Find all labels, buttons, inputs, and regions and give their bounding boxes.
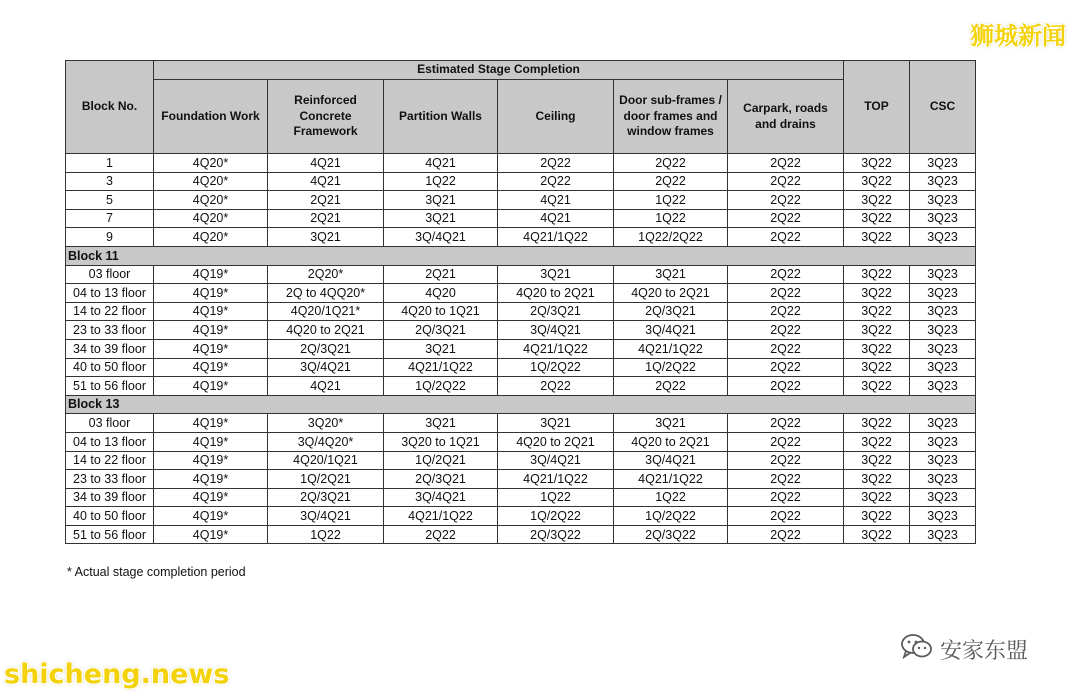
table-cell: 3Q22 — [844, 228, 910, 247]
table-cell: 4Q19* — [154, 432, 268, 451]
table-cell: 4Q20* — [154, 191, 268, 210]
header-top: TOP — [844, 61, 910, 154]
table-cell: 2Q/3Q21 — [268, 488, 384, 507]
table-cell: 4Q20 to 2Q21 — [498, 284, 614, 303]
table-cell: 4Q19* — [154, 265, 268, 284]
table-cell: 3Q22 — [844, 321, 910, 340]
table-cell: 3Q23 — [910, 414, 976, 433]
table-cell: 3Q21 — [384, 191, 498, 210]
table-cell: 3Q22 — [844, 302, 910, 321]
table-cell: 4Q21/1Q22 — [384, 507, 498, 526]
table-cell: 2Q22 — [728, 488, 844, 507]
table-row — [66, 432, 976, 451]
table-cell: 1Q22/2Q22 — [614, 228, 728, 247]
table-cell: 3Q23 — [910, 172, 976, 191]
table-cell: 2Q22 — [728, 377, 844, 396]
table-cell: 4Q21/1Q22 — [498, 228, 614, 247]
table-cell: 4Q19* — [154, 321, 268, 340]
table-cell: 3Q23 — [910, 451, 976, 470]
table-cell: 1Q22 — [614, 488, 728, 507]
header-rc-line3: Framework — [293, 124, 358, 139]
header-estimated-stage-completion: Estimated Stage Completion — [154, 61, 844, 80]
table-cell: 4Q19* — [154, 377, 268, 396]
table-cell: 2Q22 — [728, 302, 844, 321]
table-cell: 3Q21 — [384, 414, 498, 433]
table-cell: 4Q21 — [384, 154, 498, 173]
table-cell: 4Q19* — [154, 470, 268, 489]
table-cell: 3Q22 — [844, 451, 910, 470]
table-cell: 4Q19* — [154, 488, 268, 507]
table-cell: 4Q20* — [154, 228, 268, 247]
header-row-group — [66, 61, 976, 80]
row-label-cell: 04 to 13 floor — [66, 432, 154, 451]
table-cell: 2Q22 — [614, 172, 728, 191]
table-row — [66, 191, 976, 210]
header-rc-line2: Concrete — [299, 108, 352, 123]
table-cell: 4Q20 to 2Q21 — [614, 432, 728, 451]
wechat-logo-icon — [900, 632, 934, 667]
watermark-top-right: 狮城新闻 — [970, 22, 1066, 50]
row-label-cell: 14 to 22 floor — [66, 302, 154, 321]
table-cell: 1Q/2Q22 — [614, 507, 728, 526]
stage-completion-table — [65, 60, 976, 544]
table-cell: 4Q20 to 2Q21 — [498, 432, 614, 451]
table-row — [66, 525, 976, 544]
table-cell: 1Q/2Q22 — [498, 358, 614, 377]
table-cell: 3Q21 — [498, 265, 614, 284]
table-cell: 3Q23 — [910, 507, 976, 526]
table-cell: 3Q22 — [844, 339, 910, 358]
table-cell: 3Q22 — [844, 470, 910, 489]
table-cell: 4Q19* — [154, 358, 268, 377]
row-label-cell: 1 — [66, 154, 154, 173]
table-cell: 2Q/3Q21 — [384, 470, 498, 489]
table-cell: 2Q22 — [384, 525, 498, 544]
table-cell: 3Q23 — [910, 358, 976, 377]
table-row — [66, 488, 976, 507]
table-cell: 2Q22 — [728, 191, 844, 210]
table-cell: 2Q22 — [728, 470, 844, 489]
table-cell: 3Q/4Q21 — [384, 228, 498, 247]
table-cell: 4Q21 — [498, 191, 614, 210]
table-cell: 2Q22 — [614, 377, 728, 396]
wechat-watermark — [900, 632, 1028, 667]
table-cell: 4Q20* — [154, 209, 268, 228]
table-cell: 3Q23 — [910, 525, 976, 544]
table-row — [66, 451, 976, 470]
table-cell: 2Q22 — [728, 525, 844, 544]
header-partition-walls: Partition Walls — [384, 80, 498, 154]
table-cell: 4Q21 — [268, 154, 384, 173]
table-cell: 3Q/4Q21 — [268, 358, 384, 377]
table-cell: 4Q21/1Q22 — [498, 339, 614, 358]
table-cell: 3Q23 — [910, 377, 976, 396]
table-cell: 3Q23 — [910, 432, 976, 451]
table-cell: 2Q/3Q21 — [614, 302, 728, 321]
table-cell: 2Q to 4QQ20* — [268, 284, 384, 303]
row-label-cell: 34 to 39 floor — [66, 339, 154, 358]
table-cell: 2Q22 — [728, 321, 844, 340]
table-cell: 4Q20 — [384, 284, 498, 303]
table-cell: 4Q20/1Q21 — [268, 451, 384, 470]
table-row — [66, 507, 976, 526]
table-cell: 1Q/2Q22 — [498, 507, 614, 526]
section-title: Block 13 — [66, 395, 976, 414]
table-row — [66, 284, 976, 303]
table-cell: 2Q22 — [728, 284, 844, 303]
table-cell: 3Q21 — [384, 339, 498, 358]
row-label-cell: 23 to 33 floor — [66, 321, 154, 340]
table-cell: 4Q20 to 2Q21 — [614, 284, 728, 303]
header-foundation-work: Foundation Work — [154, 80, 268, 154]
header-ceiling: Ceiling — [498, 80, 614, 154]
row-label-cell: 14 to 22 floor — [66, 451, 154, 470]
table-cell: 3Q/4Q20* — [268, 432, 384, 451]
table-cell: 1Q22 — [268, 525, 384, 544]
header-carpark-line1: Carpark, roads — [743, 100, 828, 115]
table-cell: 3Q23 — [910, 321, 976, 340]
header-row-columns — [66, 80, 976, 154]
table-cell: 3Q22 — [844, 172, 910, 191]
table-cell: 3Q23 — [910, 154, 976, 173]
row-label-cell: 5 — [66, 191, 154, 210]
footnote: * Actual stage completion period — [67, 565, 246, 579]
header-block-no: Block No. — [66, 61, 154, 154]
table-row — [66, 377, 976, 396]
table-cell: 1Q22 — [498, 488, 614, 507]
section-row — [66, 246, 976, 265]
table-cell: 3Q/4Q21 — [614, 451, 728, 470]
table-cell: 3Q/4Q21 — [614, 321, 728, 340]
table-cell: 4Q20/1Q21* — [268, 302, 384, 321]
table-cell: 3Q22 — [844, 525, 910, 544]
table-cell: 3Q22 — [844, 265, 910, 284]
table-cell: 4Q21 — [268, 172, 384, 191]
table-cell: 3Q/4Q21 — [498, 321, 614, 340]
header-door-line1: Door sub-frames / — [619, 93, 722, 108]
header-csc: CSC — [910, 61, 976, 154]
table-row — [66, 228, 976, 247]
table-row — [66, 321, 976, 340]
table-cell: 4Q20 to 2Q21 — [268, 321, 384, 340]
header-carpark-line2: and drains — [755, 116, 816, 131]
table-cell: 4Q21 — [268, 377, 384, 396]
table-cell: 1Q22 — [614, 209, 728, 228]
table-cell: 3Q23 — [910, 470, 976, 489]
table-cell: 3Q23 — [910, 209, 976, 228]
table-cell: 2Q21 — [268, 209, 384, 228]
table-cell: 3Q22 — [844, 414, 910, 433]
table-cell: 2Q22 — [728, 339, 844, 358]
table-cell: 3Q/4Q21 — [268, 507, 384, 526]
table-cell: 3Q23 — [910, 265, 976, 284]
table-cell: 3Q22 — [844, 507, 910, 526]
table-cell: 1Q/2Q21 — [268, 470, 384, 489]
table-row — [66, 154, 976, 173]
table-cell: 2Q22 — [728, 414, 844, 433]
table-cell: 1Q/2Q22 — [614, 358, 728, 377]
row-label-cell: 23 to 33 floor — [66, 470, 154, 489]
table-row — [66, 339, 976, 358]
table-cell: 3Q/4Q21 — [384, 488, 498, 507]
table-row — [66, 414, 976, 433]
table-cell: 4Q21 — [498, 209, 614, 228]
table-cell: 3Q22 — [844, 284, 910, 303]
table-cell: 4Q19* — [154, 414, 268, 433]
table-cell: 4Q20 to 1Q21 — [384, 302, 498, 321]
table-cell: 2Q20* — [268, 265, 384, 284]
row-label-cell: 3 — [66, 172, 154, 191]
table-body — [66, 154, 976, 544]
table-cell: 4Q19* — [154, 525, 268, 544]
header-door-frames — [614, 80, 728, 154]
table-cell: 2Q/3Q22 — [614, 525, 728, 544]
table-cell: 1Q/2Q22 — [384, 377, 498, 396]
table-row — [66, 302, 976, 321]
table-cell: 2Q/3Q21 — [384, 321, 498, 340]
table-cell: 3Q21 — [614, 265, 728, 284]
table-cell: 2Q22 — [728, 507, 844, 526]
row-label-cell: 04 to 13 floor — [66, 284, 154, 303]
table-cell: 4Q21/1Q22 — [384, 358, 498, 377]
table-cell: 2Q22 — [728, 358, 844, 377]
header-rc-line1: Reinforced — [294, 93, 357, 108]
table-cell: 3Q21 — [498, 414, 614, 433]
table-cell: 2Q22 — [498, 172, 614, 191]
table-row — [66, 172, 976, 191]
table-cell: 2Q22 — [614, 154, 728, 173]
table-cell: 1Q/2Q21 — [384, 451, 498, 470]
table-cell: 4Q19* — [154, 507, 268, 526]
table-cell: 3Q22 — [844, 377, 910, 396]
table-row — [66, 470, 976, 489]
row-label-cell: 40 to 50 floor — [66, 358, 154, 377]
table-cell: 2Q21 — [268, 191, 384, 210]
table-cell: 4Q21/1Q22 — [498, 470, 614, 489]
table-cell: 3Q21 — [384, 209, 498, 228]
table-cell: 2Q22 — [728, 432, 844, 451]
table-cell: 3Q22 — [844, 358, 910, 377]
table-cell: 3Q21 — [268, 228, 384, 247]
table-row — [66, 209, 976, 228]
table-cell: 3Q23 — [910, 302, 976, 321]
row-label-cell: 03 floor — [66, 265, 154, 284]
section-title: Block 11 — [66, 246, 976, 265]
table-cell: 3Q22 — [844, 488, 910, 507]
table-cell: 2Q/3Q22 — [498, 525, 614, 544]
header-carpark — [728, 80, 844, 154]
row-label-cell: 7 — [66, 209, 154, 228]
table-cell: 1Q22 — [614, 191, 728, 210]
table-cell: 4Q21/1Q22 — [614, 470, 728, 489]
header-door-line3: window frames — [627, 124, 714, 139]
table-row — [66, 265, 976, 284]
table-cell: 2Q22 — [728, 451, 844, 470]
row-label-cell: 03 floor — [66, 414, 154, 433]
table-cell: 2Q21 — [384, 265, 498, 284]
table-cell: 3Q22 — [844, 154, 910, 173]
table-cell: 2Q22 — [498, 377, 614, 396]
table-cell: 3Q22 — [844, 191, 910, 210]
row-label-cell: 40 to 50 floor — [66, 507, 154, 526]
table-cell: 4Q19* — [154, 302, 268, 321]
table-cell: 4Q19* — [154, 451, 268, 470]
section-row — [66, 395, 976, 414]
table-cell: 2Q22 — [728, 154, 844, 173]
table-cell: 4Q20* — [154, 154, 268, 173]
table-cell: 3Q23 — [910, 284, 976, 303]
watermark-bottom-left: shicheng.news — [4, 659, 230, 690]
table-cell: 2Q22 — [728, 209, 844, 228]
table-cell: 2Q22 — [728, 228, 844, 247]
table-cell: 3Q23 — [910, 488, 976, 507]
table-cell: 2Q/3Q21 — [268, 339, 384, 358]
table-cell: 1Q22 — [384, 172, 498, 191]
table-cell: 3Q20* — [268, 414, 384, 433]
table-row — [66, 358, 976, 377]
table-cell: 3Q23 — [910, 191, 976, 210]
row-label-cell: 51 to 56 floor — [66, 525, 154, 544]
row-label-cell: 9 — [66, 228, 154, 247]
table-cell: 3Q23 — [910, 228, 976, 247]
header-reinforced-concrete — [268, 80, 384, 154]
table-cell: 3Q20 to 1Q21 — [384, 432, 498, 451]
row-label-cell: 34 to 39 floor — [66, 488, 154, 507]
table-cell: 4Q21/1Q22 — [614, 339, 728, 358]
table-cell: 3Q/4Q21 — [498, 451, 614, 470]
header-door-line2: door frames and — [623, 108, 718, 123]
wechat-account-name: 安家东盟 — [940, 639, 1029, 664]
table-cell: 4Q20* — [154, 172, 268, 191]
table-cell: 3Q22 — [844, 432, 910, 451]
table-cell: 3Q22 — [844, 209, 910, 228]
table-cell: 3Q23 — [910, 339, 976, 358]
table-cell: 2Q22 — [728, 265, 844, 284]
table-cell: 2Q22 — [498, 154, 614, 173]
table-cell: 2Q/3Q21 — [498, 302, 614, 321]
table-cell: 3Q21 — [614, 414, 728, 433]
table-cell: 4Q19* — [154, 284, 268, 303]
row-label-cell: 51 to 56 floor — [66, 377, 154, 396]
table-cell: 2Q22 — [728, 172, 844, 191]
table-cell: 4Q19* — [154, 339, 268, 358]
